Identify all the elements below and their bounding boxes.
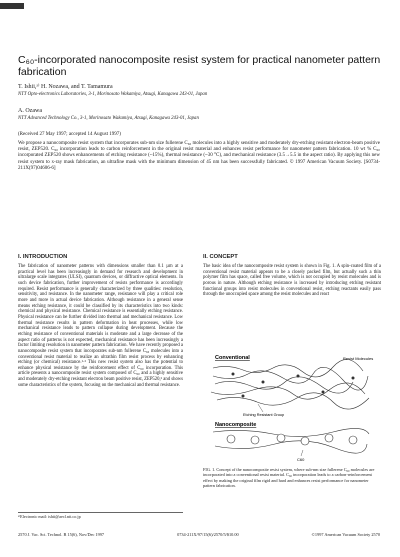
label-c60: C60 xyxy=(297,457,305,462)
section-heading-concept: II. CONCEPT xyxy=(203,254,238,260)
footer-copyright: ©1997 American Vacuum Society 2570 xyxy=(311,532,380,537)
author-block-2 xyxy=(18,108,199,122)
label-conventional: Conventional xyxy=(215,355,250,361)
author-affiliation: NTT Advanced Technology Co., 3-1, Morinosato Wakamiya, Atsugi, Kanagawa 243-01, Japan xyxy=(18,116,199,121)
scan-mark xyxy=(0,3,24,9)
nanocomposite-film xyxy=(213,428,369,453)
conventional-resist-film xyxy=(211,359,369,409)
label-resist-molecules: Resist Molecules xyxy=(343,356,374,361)
received-date: (Received 27 May 1997; accepted 14 August 1997) xyxy=(18,132,121,137)
label-nanocomposite: Nanocomposite xyxy=(215,422,257,428)
section-heading-intro: I. INTRODUCTION xyxy=(18,254,68,260)
figure-caption: FIG. 1. Concept of the nanocomposite resist system, where sub-nm size fullerene C₆₀ molecules are incorporated into a conventional resist material. C₆₀ incorporation leads to a carbon-reinforcement effect by making the original film rigid and hard and enhances resist performance for nanometer pattern fabrication. xyxy=(203,467,375,488)
concept-text: The basic idea of the nanocomposite resist system is shown in Fig. 1. A spin-coated film of a conventional resist material appears to be a closely packed film, but actually such a thin polymer film has space, called free volume, which is not occupied by resist molecules and is porous in nature. Although etching resistance is increased by introducing etching resistant functional groups into resist molecules in conventional resist, etching reactants easily pass through the unoccupied space among the resist molecules and react xyxy=(203,264,381,298)
figure-1-diagram xyxy=(203,352,381,464)
paper-title: C₆₀-incorporated nanocomposite resist system for practical nanometer pattern fabrication xyxy=(18,54,381,78)
label-etching-group: Etching Resistant Group xyxy=(243,413,285,417)
footnote: ᵃ⁾Electronic mail: ishii@aecl.ntt.co.jp xyxy=(18,512,183,519)
abstract: We propose a nanocomposite resist system that incorporates sub-nm size fullerene C₆₀ molecules into a highly sensitive and moderately dry-etching resistant electron-beam positive resist, ZEP520. C₆₀ incorporation leads to carbon reinforcement in the original resist material and enhances resist performance for nanometer pattern fabrication. 10 wt % C₆₀ incorporated ZEP520 shows enhancements of etching resistance (~15%), thermal resistance (~30 °C), and mechanical resistance (3.5→5.5 in the aspect ratio). By applying this new resist system to x-ray mask fabrication, an ultrafine mask with the minimum dimension of 45 nm has been successfully fabricated. © 1997 American Vacuum Society. [S0734-211X(97)04606-6] xyxy=(18,141,380,171)
intro-text: The fabrication of nanometer patterns with dimensions smaller than 0.1 µm at a practical level has been increasingly in demand for research and development in ultralarge scale integrates (ULSI), quantum devices, or diffractive optical elements. In such device fabrication, further improvement of resists performance is accordingly required. Resist performance is generally characterized by three qualities: resolution, sensitivity, and resistance. In the nanometer range, resistance will play a critical role more and more in actual device fabrication. Although resistance in a general sense means etching resistance, it could be classified by its characteristics into two kinds: chemical and physical resistance. Chemical resistance is essentially etching resistance. Physical resistance can be further divided into thermal and mechanical resistance. Low thermal resistance results in pattern deformation in heat processes, while low mechanical resistance leads to pattern collapse during development. Because the etching resistance of conventional materials is moderate and a large decrease of the aspect ratio of patterns is not expected, mechanical resistance has been increasingly a factor limiting resolution in nanometer pattern fabrication. We have recently proposed a nanocomposite resist system that incorporates sub-nm fullerene C₆₀ molecules into a conventional resist material to realize an ultrathin film resist process by enhancing etching (or chemical) resistance.¹·² This new resist system also has the potential to enhance physical resistance by the reinforcement effect of C₆₀ incorporation. This article presents a nanocomposite resist system composed of C₆₀ and a highly sensitive and moderately dry-etching resistant electron beam positive resist, ZEP520,³ and shows some characteristics of the system, focusing on the mechanical and thermal resistance. xyxy=(18,264,183,388)
page-footer xyxy=(18,532,380,537)
author-names: A. Ozawa xyxy=(18,108,42,114)
footer-code: 0734-211X/97/15(6)/2570/5/$10.00 xyxy=(177,532,239,537)
author-affiliation: NTT Opto-electronics Laboratories, 3-1, Morinosato Wakamiya, Atsugi, Kanagawa 243-01, Japan xyxy=(18,92,208,97)
footer-journal: 2570 J. Vac. Sci. Technol. B 15(6), Nov/Dec 1997 xyxy=(18,532,105,537)
author-block-1 xyxy=(18,84,207,98)
c60-molecules xyxy=(227,434,357,445)
author-names: T. Ishii,ᵃ⁾ H. Nozawa, and T. Tamamura xyxy=(18,84,113,90)
